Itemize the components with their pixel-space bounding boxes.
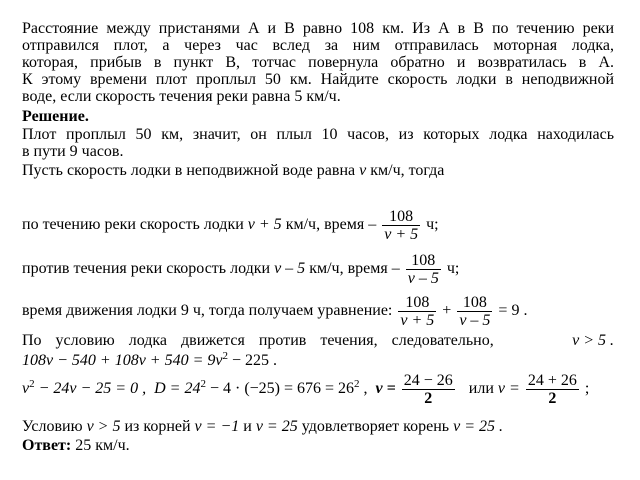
conclusion-root-2: v = 25 [255, 418, 298, 435]
let-prefix: Пусть скорость лодки в неподвижной воде равна [22, 162, 356, 179]
fraction-denominator: v – 5 [407, 270, 439, 287]
conclusion-and: и [243, 418, 252, 435]
root-2-lhs: v = [497, 380, 520, 398]
equation-fraction-1 [398, 294, 436, 329]
condition-inequality: v > 5 . [572, 332, 614, 349]
expanded-rhs: − 225 . [228, 352, 278, 369]
upstream-speed: v – 5 [274, 260, 306, 278]
discriminant-middle: − 4 · (−25) = 676 = 26 [205, 380, 355, 398]
solution-heading: Решение. [22, 108, 89, 125]
or-word: или [468, 380, 494, 398]
equation-line [22, 294, 614, 334]
solution-line-2: в пути 9 часов. [22, 143, 124, 160]
upstream-unit-time: км/ч, время – [309, 260, 400, 278]
downstream-time-fraction [382, 208, 420, 243]
equation-fraction-2 [457, 294, 492, 329]
conclusion-suffix: удовлетворяет корень [301, 418, 450, 435]
discriminant-label: D = 24 [154, 380, 201, 398]
discriminant-end: , [359, 380, 368, 398]
downstream-speed: v + 5 [247, 216, 282, 234]
downstream-unit-time: км/ч, время – [285, 216, 377, 234]
expanded-equation [22, 352, 614, 370]
exponent: 2 [222, 350, 228, 362]
expanded-lhs: 108v − 540 + 108v + 540 = 9v [22, 352, 223, 369]
fraction-denominator: v – 5 [459, 312, 491, 329]
problem-line-1: Расстояние между пристанями А и В равно 108 км. Из А в В по течению реки [22, 20, 614, 37]
fraction-numerator: 108 [405, 294, 430, 311]
let-variable: v [359, 162, 367, 179]
let-line [22, 162, 614, 180]
conclusion-middle: из корней [124, 418, 191, 435]
quadratic-equation: − 24v − 25 = 0 , [34, 380, 147, 398]
equation-text: время движения лодки 9 ч, тогда получаем уравнение: [22, 302, 393, 320]
downstream-text: по течению реки скорость лодки [22, 216, 244, 234]
conclusion-answer-root: v = 25 . [453, 418, 503, 435]
fraction-numerator: 24 − 26 [403, 372, 453, 389]
upstream-line [22, 252, 614, 292]
downstream-line [22, 208, 614, 248]
fraction-denominator: v + 5 [384, 226, 419, 243]
exponent: 2 [29, 378, 35, 391]
problem-line-5: воде, если скорость течения реки равна 5 км/ч. [22, 88, 341, 105]
answer-value: 25 км/ч. [75, 437, 130, 454]
root-1-lhs: v = [375, 380, 396, 398]
fraction-numerator: 108 [462, 294, 487, 311]
conclusion-root-1: v = −1 [194, 418, 240, 435]
equation-rhs: = 9 . [498, 302, 528, 320]
equation-plus: + [442, 302, 452, 320]
root-2-fraction [526, 372, 579, 407]
problem-line-3: которая, прибыв в пункт В, тотчас повернула обратно и возвратилась в А. [22, 54, 614, 71]
solution-line-1: Плот проплыл 50 км, значит, он плыл 10 часов, из которых лодка находилась [22, 126, 614, 143]
fraction-denominator: v + 5 [400, 312, 435, 329]
conclusion-prefix: Условию [22, 418, 83, 435]
quadratic-line [22, 372, 614, 412]
problem-line-4: К этому времени плот проплыл 50 км. Найдите скорость лодки в неподвижной [22, 71, 614, 88]
answer-line [22, 437, 614, 455]
downstream-tail: ч; [426, 216, 439, 234]
quadratic-semicolon: ; [584, 380, 590, 398]
quadratic-variable: v [22, 380, 30, 398]
fraction-numerator: 108 [389, 208, 414, 225]
exponent: 2 [200, 378, 206, 391]
condition-text: По условию лодка движется против течения, следовательно, [22, 332, 494, 349]
fraction-denominator: 2 [526, 389, 579, 407]
conclusion-condition: v > 5 [86, 418, 121, 435]
upstream-time-fraction [406, 252, 441, 287]
upstream-tail: ч; [446, 260, 460, 278]
answer-label: Ответ: [22, 437, 72, 454]
fraction-numerator: 108 [411, 252, 436, 269]
conclusion-line [22, 418, 614, 436]
fraction-numerator: 24 + 26 [527, 372, 577, 389]
upstream-text: против течения реки скорость лодки [22, 260, 271, 278]
exponent: 2 [354, 378, 360, 391]
root-1-fraction [402, 372, 455, 407]
fraction-denominator: 2 [402, 389, 455, 407]
let-suffix: км/ч, тогда [370, 162, 445, 179]
problem-line-2: отправился плот, а через час вслед за ним отправилась моторная лодка, [22, 37, 614, 54]
